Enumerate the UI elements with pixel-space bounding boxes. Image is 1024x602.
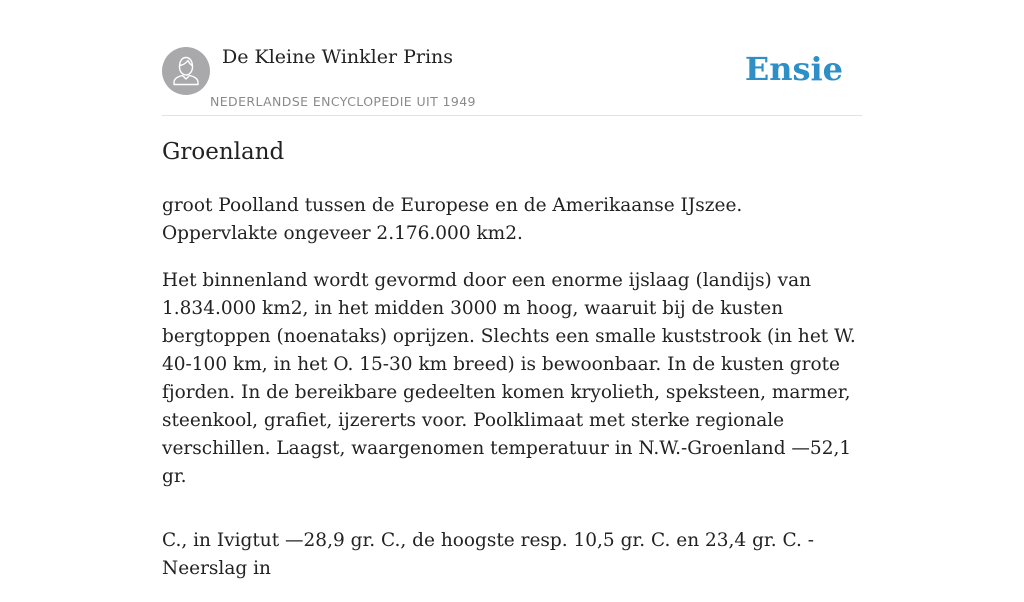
avatar[interactable] [162,47,210,95]
author-name[interactable]: De Kleine Winkler Prins [222,46,454,68]
article-paragraph: Het binnenland wordt gevormd door een enorme ijslaag (landijs) van 1.834.000 km2, in het midden 3000 m hoog, waaruit bij de kusten bergtoppen (noenataks) oprijzen. Slechts een smalle kuststrook (in het W. 40-100 km, in het O. 15-30 km breed) is bewoonbaar. In de kusten grote fjorden. In de bereikbare gedeelten komen kryolieth, speksteen, marmer, steenkool, grafiet, ijzererts voor. Poolklimaat met sterke regionale verschillen. Laagst, waargenomen temperatuur in N.W.-Groenland —52,1 gr. [162,270,856,487]
article-paragraph: C., in Ivigtut —28,9 gr. C., de hoogste resp. 10,5 gr. C. en 23,4 gr. C. - Neerslag in [162,530,814,579]
article-body [162,192,862,602]
ensie-logo-link[interactable]: Ensie [744,50,843,88]
user-silhouette-icon [162,47,210,95]
article-title: Groenland [162,139,285,165]
article-header [162,0,862,116]
article-paragraph: groot Poolland tussen de Europese en de Amerikaanse IJszee. Oppervlakte ongeveer 2.176.000 km2. [162,195,743,244]
page-container [162,0,862,579]
author-subtitle: NEDERLANDSE ENCYCLOPEDIE UIT 1949 [210,94,476,109]
